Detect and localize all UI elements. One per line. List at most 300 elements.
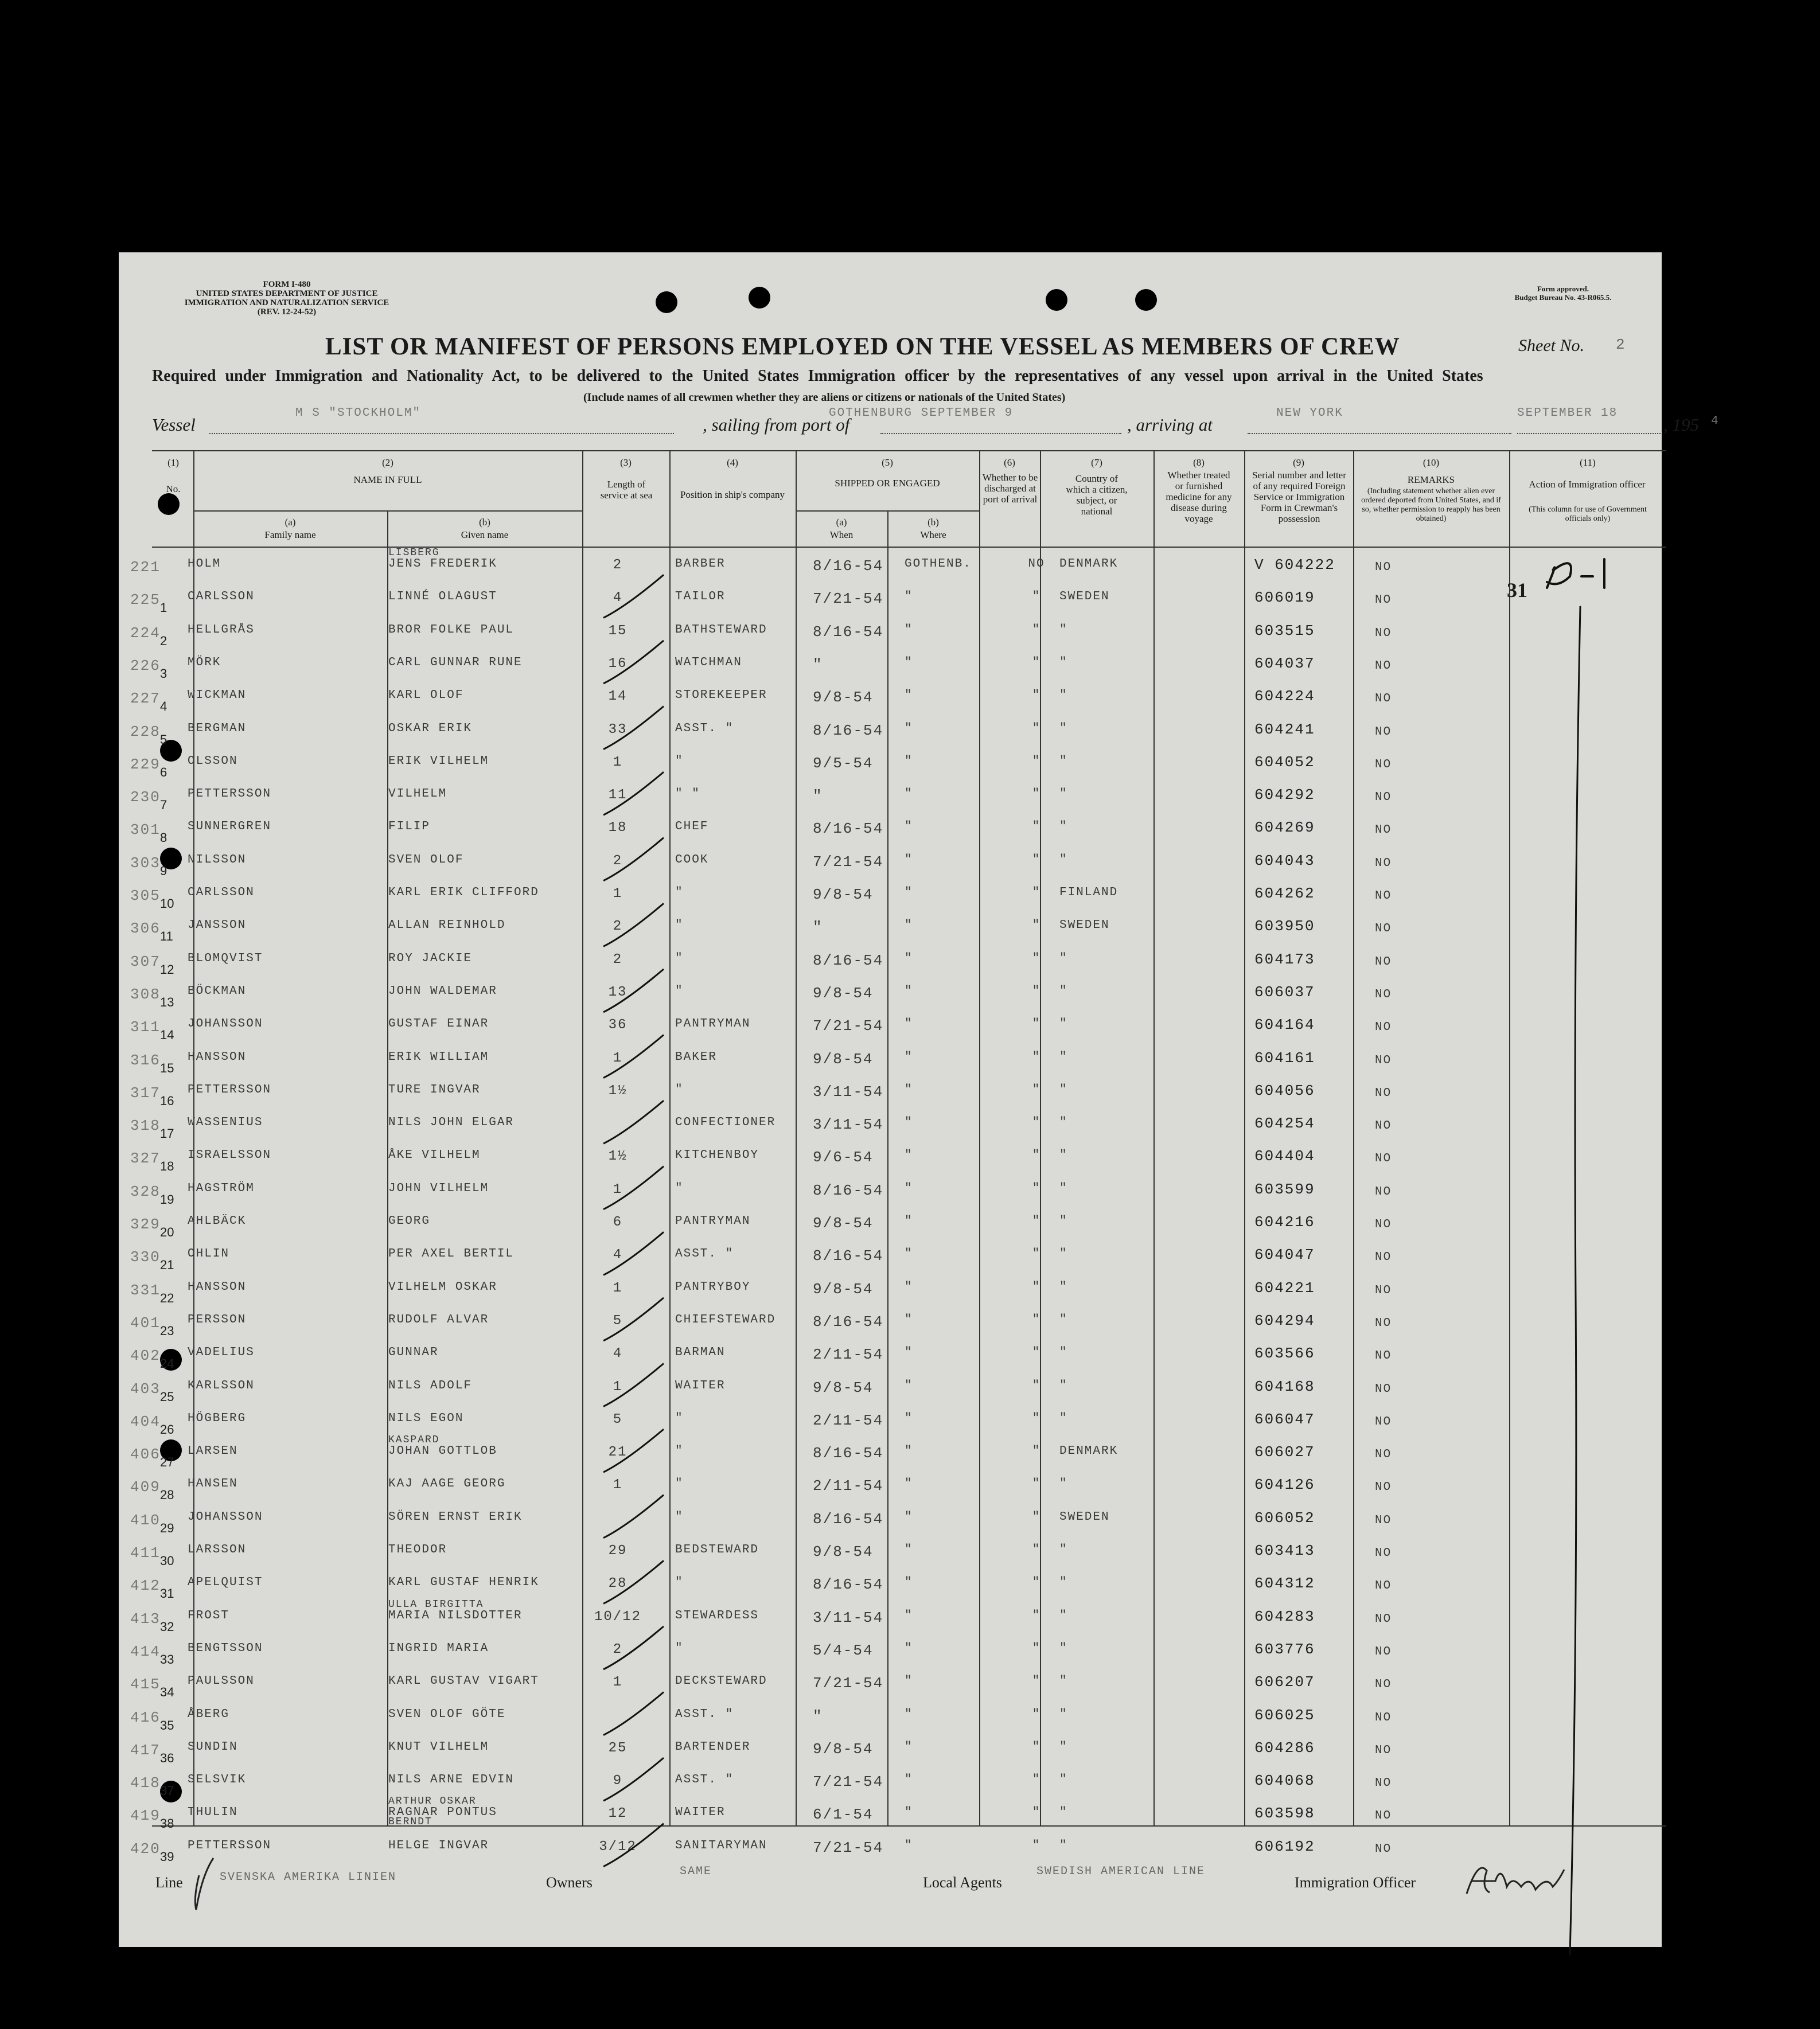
remarks: NO [1375, 626, 1392, 640]
discharge-status: " [1032, 1149, 1041, 1162]
remarks: NO [1375, 1349, 1392, 1363]
shipped-when: 9/8-54 [813, 1379, 874, 1396]
serial-number: 606019 [1254, 589, 1315, 607]
serial-number: 604292 [1254, 786, 1315, 804]
serial-number: V 604222 [1254, 556, 1335, 573]
length-of-service: 5 [613, 1313, 623, 1329]
length-of-service: 1 [613, 1477, 623, 1493]
serial-number: 603566 [1254, 1345, 1315, 1363]
shipped-where: " [905, 951, 913, 965]
shipped-where: " [905, 1576, 913, 1590]
family-name: HELLGRÅS [188, 623, 255, 637]
line-number: 37 [160, 1784, 174, 1798]
remarks: NO [1375, 1579, 1392, 1593]
position: COOK [675, 853, 709, 867]
line-number: 26 [160, 1422, 174, 1437]
line-number: 16 [160, 1093, 174, 1108]
shipped-where: " [905, 1149, 913, 1162]
length-of-service: 3/12 [599, 1839, 637, 1855]
remarks: NO [1375, 692, 1392, 706]
col2-number: (2) [382, 457, 393, 468]
shipped-when: 2/11-54 [813, 1411, 884, 1429]
length-of-service: 5 [613, 1411, 623, 1427]
line-number: 35 [160, 1718, 174, 1733]
country: " [1059, 721, 1068, 735]
line-number: 1 [160, 600, 167, 615]
shipped-where: " [905, 623, 913, 637]
col4-number: (4) [727, 457, 738, 468]
remarks: NO [1375, 791, 1392, 805]
serial-number: 603776 [1254, 1640, 1315, 1658]
family-name: APELQUIST [188, 1576, 263, 1590]
position: STEWARDESS [675, 1609, 759, 1622]
discharge-status: " [1032, 1543, 1041, 1556]
col2a-label: Family name [264, 529, 316, 540]
serial-number: 604241 [1254, 720, 1315, 738]
length-of-service: 10/12 [594, 1609, 641, 1625]
line-number: 29 [160, 1520, 174, 1535]
country: " [1059, 1116, 1068, 1130]
remarks: NO [1375, 1711, 1392, 1724]
discharge-status: " [1032, 984, 1041, 998]
family-name: BLOMQVIST [188, 951, 263, 965]
position: CHIEFSTEWARD [675, 1313, 776, 1326]
length-of-service: 21 [608, 1445, 628, 1461]
position: PANTRYBOY [675, 1280, 751, 1294]
col2a-number: (a) [285, 517, 296, 528]
record-number: 404 [130, 1413, 161, 1430]
serial-number: 604404 [1254, 1148, 1315, 1165]
discharge-status: " [1032, 1083, 1041, 1097]
family-name: JANSSON [188, 919, 247, 932]
position: " [675, 1445, 684, 1458]
shipped-where: " [905, 1806, 913, 1820]
position: PANTRYMAN [675, 1215, 751, 1228]
vessel-label: Vessel [152, 415, 196, 435]
shipped-when: 7/21-54 [813, 853, 884, 871]
serial-number: 604037 [1254, 654, 1315, 672]
shipped-where: " [905, 1543, 913, 1556]
country: " [1059, 853, 1068, 867]
discharge-status: " [1032, 919, 1041, 932]
family-name: AHLBÄCK [188, 1215, 247, 1228]
col5-label: SHIPPED OR ENGAGED [835, 478, 940, 489]
year-value: 4 [1711, 415, 1720, 428]
remarks: NO [1375, 1678, 1392, 1692]
given-name: JOHAN GOTTLOB [388, 1445, 497, 1458]
remarks: NO [1375, 1283, 1392, 1297]
serial-number: 604164 [1254, 1016, 1315, 1034]
country: FINLAND [1059, 886, 1118, 899]
shipped-when: 3/11-54 [813, 1609, 884, 1626]
year-label: , 195 [1663, 415, 1699, 435]
line-number: 20 [160, 1225, 174, 1239]
line-number: 31 [160, 1586, 174, 1601]
record-number: 327 [130, 1150, 161, 1168]
shipped-when: 9/8-54 [813, 1280, 874, 1298]
given-name-extra: LISBERG [388, 547, 440, 559]
given-name: FILIP [388, 820, 431, 834]
arrival-date: SEPTEMBER 18 [1517, 407, 1618, 420]
family-name: LARSSON [188, 1543, 247, 1556]
serial-number: 604312 [1254, 1575, 1315, 1593]
family-name: WICKMAN [188, 689, 247, 703]
shipped-when: 9/8-54 [813, 1543, 874, 1560]
given-name: GEORG [388, 1215, 431, 1228]
country: " [1059, 820, 1068, 834]
line-number: 11 [160, 929, 173, 944]
serial-number: 604161 [1254, 1049, 1315, 1067]
country: " [1059, 1083, 1068, 1097]
remarks: NO [1375, 1021, 1392, 1035]
serial-number: 604221 [1254, 1279, 1315, 1297]
discharge-status: " [1032, 1839, 1041, 1852]
discharge-status: " [1032, 1116, 1041, 1130]
country: " [1059, 754, 1068, 768]
family-name: OLSSON [188, 754, 238, 768]
record-number: 308 [130, 985, 161, 1003]
discharge-status: " [1032, 1806, 1041, 1820]
serial-number: 604056 [1254, 1082, 1315, 1099]
country: DENMARK [1059, 1445, 1118, 1458]
family-name: THULIN [188, 1806, 238, 1820]
line-number: 21 [160, 1258, 174, 1273]
length-of-service: 4 [613, 590, 623, 606]
line-number: 32 [160, 1619, 174, 1634]
remarks: NO [1375, 988, 1392, 1001]
position: BARMAN [675, 1346, 726, 1360]
discharge-status: " [1032, 655, 1041, 669]
col5a-label: When [829, 529, 854, 540]
discharge-status: " [1032, 1280, 1041, 1294]
given-name: ROY JACKIE [388, 951, 473, 965]
family-name: SELSVIK [188, 1773, 247, 1787]
discharge-status: " [1032, 1346, 1041, 1360]
shipped-when: 9/8-54 [813, 886, 874, 903]
record-number: 305 [130, 887, 161, 904]
form-number: FORM I-480 [263, 280, 311, 289]
annotation-number: 31 [1507, 579, 1527, 602]
shipped-where: " [905, 1050, 913, 1064]
family-name: LARSEN [188, 1445, 238, 1458]
remarks: NO [1375, 856, 1392, 870]
serial-number: 604168 [1254, 1378, 1315, 1395]
given-name: ALLAN REINHOLD [388, 919, 506, 932]
col6-label: Whether to be discharged at port of arrival [982, 472, 1038, 505]
record-number: 221 [130, 559, 161, 576]
given-name: VILHELM [388, 787, 447, 801]
family-name: JOHANSSON [188, 1017, 263, 1031]
col3-label: Length of service at sea [600, 479, 653, 501]
country: " [1059, 1675, 1068, 1688]
country: " [1059, 1181, 1068, 1195]
position: CHEF [675, 820, 709, 834]
given-name: JOHN WALDEMAR [388, 984, 497, 998]
shipped-where: " [905, 1247, 913, 1261]
discharge-status: " [1032, 787, 1041, 801]
remarks: NO [1375, 1316, 1392, 1330]
record-number: 330 [130, 1248, 161, 1266]
line-number: 23 [160, 1323, 174, 1338]
given-name: MARIA NILSDOTTER [388, 1609, 523, 1622]
serial-number: 604269 [1254, 819, 1315, 837]
shipped-when: 8/16-54 [813, 721, 884, 739]
serial-number: 604254 [1254, 1115, 1315, 1133]
record-number: 411 [130, 1544, 161, 1562]
country: " [1059, 1280, 1068, 1294]
revision-date: (REV. 12-24-52) [257, 307, 317, 317]
length-of-service: 6 [613, 1215, 623, 1230]
shipped-when: 8/16-54 [813, 951, 884, 969]
department-name: UNITED STATES DEPARTMENT OF JUSTICE [196, 289, 378, 298]
family-name: SUNDIN [188, 1740, 238, 1754]
line-number: 14 [160, 1028, 174, 1043]
given-name: NILS EGON [388, 1411, 464, 1425]
serial-number: 604173 [1254, 950, 1315, 968]
given-name: ERIK VILHELM [388, 754, 489, 768]
remarks: NO [1375, 1251, 1392, 1265]
given-name: GUNNAR [388, 1346, 439, 1360]
family-name: CARLSSON [188, 886, 255, 899]
remarks: NO [1375, 824, 1392, 837]
country: " [1059, 1050, 1068, 1064]
shipped-where: " [905, 1313, 913, 1326]
position: " [675, 1510, 684, 1524]
remarks: NO [1375, 1645, 1392, 1659]
record-number: 412 [130, 1577, 161, 1595]
line-number: 8 [160, 830, 167, 845]
shipped-when: 9/5-54 [813, 754, 874, 772]
length-of-service: 1 [613, 1280, 623, 1296]
given-name: JOHN VILHELM [388, 1181, 489, 1195]
length-of-service: 15 [608, 623, 628, 639]
given-name-extra: ULLA BIRGITTA [388, 1598, 484, 1610]
position: BATHSTEWARD [675, 623, 767, 637]
line-number: 38 [160, 1816, 174, 1831]
inclusion-note: (Include names of all crewmen whether they are aliens or citizens or nationals of the United States) [583, 391, 1066, 404]
country: " [1059, 1379, 1068, 1392]
given-name-extra: KASPARD [388, 1434, 440, 1446]
serial-number: 604043 [1254, 852, 1315, 869]
family-name: HAGSTRÖM [188, 1181, 255, 1195]
record-number: 410 [130, 1511, 161, 1529]
length-of-service: 4 [613, 1346, 623, 1362]
length-of-service: 9 [613, 1773, 623, 1789]
shipped-when: 9/6-54 [813, 1149, 874, 1166]
record-number: 416 [130, 1708, 161, 1726]
discharge-status: " [1032, 820, 1041, 834]
length-of-service: 1 [613, 1675, 623, 1691]
given-name: CARL GUNNAR RUNE [388, 655, 523, 669]
given-name: SÖREN ERNST ERIK [388, 1510, 523, 1524]
country: " [1059, 1543, 1068, 1556]
record-number: 420 [130, 1840, 161, 1858]
family-name: HÖGBERG [188, 1411, 247, 1425]
position: " [675, 1181, 684, 1195]
col1-number: (1) [167, 457, 179, 468]
family-name: JOHANSSON [188, 1510, 263, 1524]
given-name: THEODOR [388, 1543, 447, 1556]
position: " [675, 886, 684, 899]
country: SWEDEN [1059, 590, 1110, 604]
country: " [1059, 984, 1068, 998]
given-name: KARL GUSTAV VIGART [388, 1675, 539, 1688]
length-of-service: 1 [613, 754, 623, 770]
discharge-status: " [1032, 1740, 1041, 1754]
serial-number: 606207 [1254, 1673, 1315, 1691]
line-number: 6 [160, 764, 167, 779]
position: " [675, 951, 684, 965]
length-of-service: 1 [613, 1379, 623, 1395]
length-of-service: 2 [613, 557, 623, 573]
shipped-when: 8/16-54 [813, 557, 884, 575]
remarks: NO [1375, 955, 1392, 969]
discharge-status: " [1032, 1675, 1041, 1688]
col9-label: Serial number and letter of any required Foreign Service or Immigration Form in Crewman's possession [1252, 470, 1346, 524]
remarks: NO [1375, 1119, 1392, 1133]
given-name-extra: BERNDT [388, 1816, 432, 1828]
shipped-when: 9/8-54 [813, 1215, 874, 1232]
shipped-where: " [905, 1510, 913, 1524]
country: SWEDEN [1059, 1510, 1110, 1524]
shipped-where: " [905, 787, 913, 801]
position: WAITER [675, 1379, 726, 1392]
family-name: PERSSON [188, 1313, 247, 1326]
position: STOREKEEPER [675, 689, 767, 703]
shipped-where: " [905, 1773, 913, 1787]
shipped-when: " [813, 787, 823, 805]
record-number: 303 [130, 854, 161, 872]
country: " [1059, 655, 1068, 669]
line-number: 25 [160, 1389, 174, 1404]
given-name: NILS JOHN ELGAR [388, 1116, 515, 1130]
length-of-service: 16 [608, 655, 628, 672]
remarks: NO [1375, 1185, 1392, 1199]
record-number: 419 [130, 1807, 161, 1825]
col11-number: (11) [1580, 457, 1596, 468]
line-number: 33 [160, 1652, 174, 1667]
shipped-where: " [905, 919, 913, 932]
family-name: HANSEN [188, 1477, 238, 1491]
line-number: 7 [160, 798, 167, 813]
family-name: MÖRK [188, 655, 221, 669]
family-name: HANSSON [188, 1050, 247, 1064]
family-name: VADELIUS [188, 1346, 255, 1360]
shipped-when: 3/11-54 [813, 1083, 884, 1101]
shipped-when: " [813, 655, 823, 673]
sailing-label: , sailing from port of [703, 415, 850, 435]
position: " [675, 984, 684, 998]
arriving-port: NEW YORK [1276, 407, 1343, 420]
shipped-when: " [813, 1707, 823, 1725]
length-of-service: 18 [608, 820, 628, 836]
serial-number: 606025 [1254, 1706, 1315, 1724]
record-number: 328 [130, 1183, 161, 1200]
country: " [1059, 1346, 1068, 1360]
serial-number: 604286 [1254, 1739, 1315, 1757]
col1-label: No. [166, 483, 181, 494]
col10-note: (Including statement whether alien ever ordered deported from United States, and if so, whether permission to reapply has been obtained) [1361, 487, 1501, 523]
shipped-where: " [905, 1675, 913, 1688]
budget-bureau: Budget Bureau No. 43-R065.5. [1514, 293, 1612, 302]
discharge-status: " [1032, 1411, 1041, 1425]
remarks: NO [1375, 659, 1392, 673]
family-name: PETTERSSON [188, 787, 272, 801]
given-name: NILS ADOLF [388, 1379, 473, 1392]
discharge-status: " [1032, 754, 1041, 768]
family-name: HOLM [188, 557, 221, 571]
remarks: NO [1375, 1218, 1392, 1231]
remarks: NO [1375, 1086, 1392, 1100]
position: KITCHENBOY [675, 1149, 759, 1162]
record-number: 226 [130, 657, 161, 674]
line-label: Line [155, 1874, 183, 1891]
country: " [1059, 1806, 1068, 1820]
line-number: 24 [160, 1356, 174, 1371]
serial-number: 603515 [1254, 622, 1315, 639]
position: BARBER [675, 557, 726, 571]
owners-label: Owners [546, 1874, 593, 1891]
discharge-status: " [1032, 1576, 1041, 1590]
serial-number: 604047 [1254, 1246, 1315, 1264]
col2b-label: Given name [461, 529, 509, 540]
col11-note: (This column for use of Government officials only) [1529, 505, 1647, 523]
length-of-service: 1 [613, 1050, 623, 1066]
record-number: 306 [130, 920, 161, 938]
col10-number: (10) [1423, 457, 1440, 468]
service-name: IMMIGRATION AND NATURALIZATION SERVICE [184, 298, 389, 307]
record-number: 307 [130, 953, 161, 970]
family-name: CARLSSON [188, 590, 255, 604]
country: " [1059, 951, 1068, 965]
length-of-service: 12 [608, 1806, 628, 1822]
family-name: NILSSON [188, 853, 247, 867]
position: " [675, 1576, 684, 1590]
record-number: 229 [130, 755, 161, 773]
length-of-service: 11 [608, 787, 628, 803]
length-of-service: 25 [608, 1740, 628, 1756]
shipped-where: " [905, 984, 913, 998]
line-number: 19 [160, 1192, 174, 1207]
line-number: 4 [160, 699, 167, 714]
given-name: VILHELM OSKAR [388, 1280, 497, 1294]
discharge-status: " [1032, 590, 1041, 604]
shipped-where: " [905, 853, 913, 867]
line-number: 27 [160, 1455, 174, 1470]
shipped-when: 8/16-54 [813, 1247, 884, 1265]
record-number: 409 [130, 1478, 161, 1496]
shipped-when: 7/21-54 [813, 1675, 884, 1692]
record-number: 418 [130, 1774, 161, 1792]
remarks: NO [1375, 1448, 1392, 1462]
shipped-where: GOTHENB. [905, 557, 972, 571]
length-of-service: 2 [613, 853, 623, 869]
record-number: 311 [130, 1019, 161, 1036]
line-number: 28 [160, 1488, 174, 1503]
length-of-service: 1½ [608, 1149, 628, 1165]
line-number: 15 [160, 1060, 174, 1075]
discharge-status: " [1032, 1510, 1041, 1524]
given-name: KNUT VILHELM [388, 1740, 489, 1754]
record-number: 415 [130, 1676, 161, 1694]
given-name: TURE INGVAR [388, 1083, 481, 1097]
discharge-status: NO [1028, 557, 1045, 571]
length-of-service: 1 [613, 886, 623, 902]
shipped-when: 8/16-54 [813, 820, 884, 838]
given-name: SVEN OLOF GÖTE [388, 1707, 506, 1721]
shipped-where: " [905, 1740, 913, 1754]
shipped-when: 8/16-54 [813, 1445, 884, 1462]
